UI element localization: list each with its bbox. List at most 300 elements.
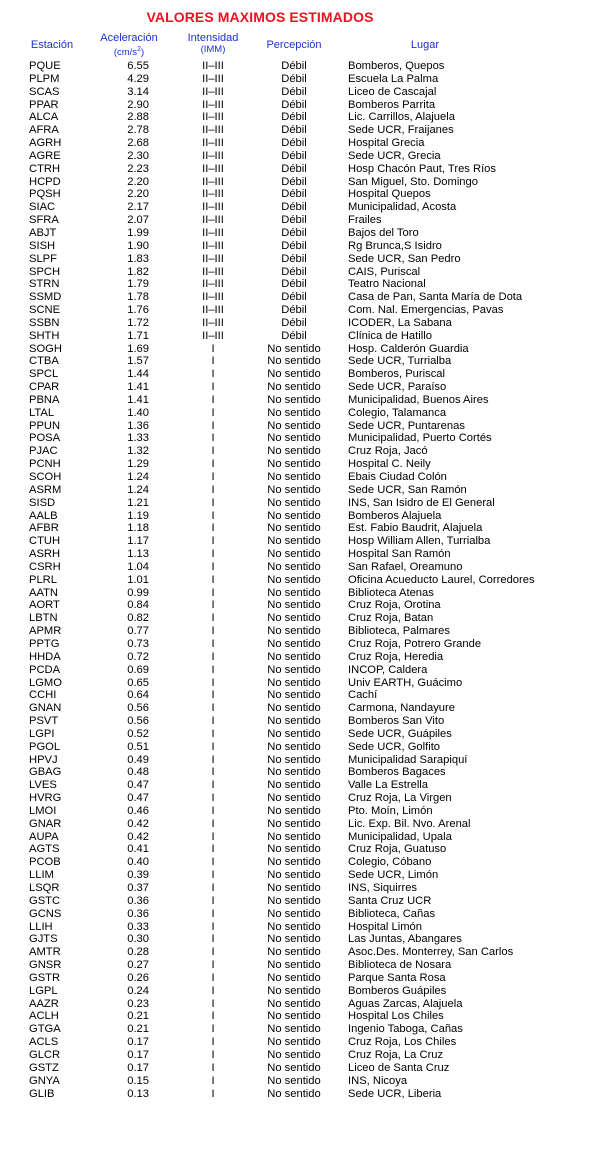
- perception-value: No sentido: [267, 535, 321, 548]
- acceleration-value: 0.46: [127, 804, 149, 817]
- table-row: [0, 368, 590, 381]
- acceleration-value: 0.41: [127, 843, 149, 856]
- acceleration-value: 1.72: [127, 316, 149, 329]
- location-value: Santa Cruz UCR: [348, 894, 432, 907]
- location-value: Bomberos Bagaces: [348, 766, 446, 779]
- location-value: Bajos del Toro: [348, 226, 419, 239]
- acceleration-value: 0.37: [127, 882, 149, 894]
- table-row: [0, 651, 590, 664]
- location-value: Cruz Roja, Orotina: [348, 599, 441, 612]
- intensity-value: I: [211, 1010, 215, 1023]
- acceleration-value: 0.17: [127, 1048, 149, 1061]
- table-row: [0, 587, 590, 600]
- perception-value: No sentido: [267, 894, 321, 907]
- perception-value: No sentido: [267, 445, 321, 458]
- acceleration-value: 1.57: [127, 355, 149, 368]
- table-row: [0, 278, 590, 291]
- intensity-value: I: [211, 625, 215, 638]
- location-value: Sede UCR, San Ramón: [348, 483, 467, 496]
- station-code: ACLH: [29, 1010, 59, 1023]
- intensity-value: I: [211, 779, 215, 792]
- location-value: Hosp Chacón Paut, Tres Ríos: [348, 162, 496, 175]
- table-row: [0, 741, 590, 754]
- station-code: LLIM: [29, 869, 54, 882]
- unit-exponent: 2: [137, 46, 141, 53]
- perception-value: No sentido: [267, 1048, 321, 1061]
- acceleration-value: 0.30: [127, 933, 149, 946]
- location-value: Lic. Carrillos, Alajuela: [348, 111, 455, 124]
- acceleration-value: 0.42: [127, 817, 149, 830]
- station-code: LVES: [29, 779, 57, 792]
- station-code: GTGA: [29, 1023, 61, 1036]
- table-row: [0, 227, 590, 240]
- intensity-value: II–III: [202, 316, 224, 329]
- acceleration-value: 2.78: [127, 124, 149, 137]
- acceleration-value: 0.47: [127, 792, 149, 805]
- station-code: SISH: [29, 239, 56, 252]
- perception-value: Débil: [281, 265, 307, 278]
- acceleration-value: 0.40: [127, 856, 149, 869]
- perception-value: Débil: [281, 175, 307, 188]
- location-value: INCOP, Caldera: [348, 663, 428, 676]
- station-code: PPUN: [29, 419, 61, 432]
- acceleration-value: 1.83: [127, 252, 149, 265]
- table-row: [0, 869, 590, 882]
- table-row: [0, 1088, 590, 1101]
- acceleration-value: 0.42: [127, 830, 149, 843]
- acceleration-value: 1.32: [127, 445, 149, 458]
- location-value: Ingenio Taboga, Cañas: [348, 1023, 463, 1036]
- station-code: AFRA: [29, 124, 59, 137]
- location-value: Colegio, Cóbano: [348, 856, 432, 869]
- acceleration-value: 1.79: [127, 278, 149, 291]
- station-code: PPAR: [29, 98, 59, 111]
- station-code: PQUE: [29, 60, 61, 72]
- location-value: Bomberos, Puriscal: [348, 368, 445, 381]
- acceleration-value: 0.15: [127, 1074, 149, 1087]
- acceleration-value: 1.36: [127, 419, 149, 432]
- table-row: [0, 176, 590, 189]
- perception-value: Débil: [281, 188, 307, 201]
- intensity-value: I: [211, 1061, 215, 1074]
- location-value: Cruz Roja, Guatuso: [348, 843, 447, 856]
- location-value: Frailes: [348, 214, 382, 227]
- acceleration-value: 0.72: [127, 650, 149, 663]
- intensity-value: I: [211, 1023, 215, 1036]
- perception-value: No sentido: [267, 612, 321, 625]
- perception-value: No sentido: [267, 637, 321, 650]
- acceleration-value: 0.26: [127, 971, 149, 984]
- location-value: Hospital Grecia: [348, 137, 425, 150]
- location-value: Cruz Roja, Jacó: [348, 445, 428, 458]
- intensity-value: II–III: [202, 175, 224, 188]
- station-code: SFRA: [29, 214, 59, 227]
- location-value: Sede UCR, Turrialba: [348, 355, 452, 368]
- acceleration-value: 1.99: [127, 226, 149, 239]
- location-value: Municipalidad, Buenos Aires: [348, 393, 489, 406]
- location-value: INS, Nicoya: [348, 1074, 408, 1087]
- acceleration-value: 0.24: [127, 984, 149, 997]
- station-code: PCDA: [29, 663, 61, 676]
- intensity-value: I: [211, 663, 215, 676]
- intensity-value: II–III: [202, 278, 224, 291]
- acceleration-value: 0.36: [127, 894, 149, 907]
- acceleration-value: 1.18: [127, 522, 149, 535]
- perception-value: No sentido: [267, 856, 321, 869]
- perception-value: No sentido: [267, 355, 321, 368]
- station-code: GNYA: [29, 1074, 60, 1087]
- table-row: [0, 664, 590, 677]
- header-aceleracion: Aceleración: [100, 32, 158, 44]
- perception-value: No sentido: [267, 663, 321, 676]
- station-code: LMOI: [29, 804, 57, 817]
- location-value: Com. Nal. Emergencias, Pavas: [348, 304, 504, 317]
- perception-value: No sentido: [267, 432, 321, 445]
- location-value: Bomberos San Vito: [348, 715, 445, 728]
- intensity-value: I: [211, 740, 215, 753]
- station-code: CTUH: [29, 535, 61, 548]
- perception-value: No sentido: [267, 971, 321, 984]
- table-row: [0, 535, 590, 548]
- location-value: Sede UCR, Paraíso: [348, 381, 447, 394]
- intensity-value: II–III: [202, 111, 224, 124]
- location-value: Hosp William Allen, Turrialba: [348, 535, 491, 548]
- intensity-value: II–III: [202, 329, 224, 342]
- acceleration-value: 0.99: [127, 586, 149, 599]
- acceleration-value: 1.29: [127, 458, 149, 471]
- table-row: [0, 291, 590, 304]
- table-row: [0, 754, 590, 767]
- location-value: Sede UCR, Guápiles: [348, 727, 452, 740]
- acceleration-value: 0.56: [127, 702, 149, 715]
- perception-value: No sentido: [267, 483, 321, 496]
- station-code: AAZR: [29, 997, 59, 1010]
- acceleration-value: 0.21: [127, 1023, 149, 1036]
- intensity-value: I: [211, 753, 215, 766]
- acceleration-value: 0.65: [127, 676, 149, 689]
- location-value: Clínica de Hatillo: [348, 329, 432, 342]
- intensity-value: II–III: [202, 60, 224, 72]
- perception-value: No sentido: [267, 458, 321, 471]
- acceleration-value: 2.68: [127, 137, 149, 150]
- intensity-value: I: [211, 971, 215, 984]
- location-value: Cruz Roja, La Cruz: [348, 1048, 444, 1061]
- acceleration-value: 0.82: [127, 612, 149, 625]
- intensity-value: I: [211, 727, 215, 740]
- intensity-value: I: [211, 522, 215, 535]
- location-value: Oficina Acueducto Laurel, Corredores: [348, 573, 535, 586]
- location-value: Casa de Pan, Santa María de Dota: [348, 291, 523, 304]
- perception-value: Débil: [281, 111, 307, 124]
- location-value: Escuela La Palma: [348, 72, 439, 85]
- location-value: Lic. Exp. Bil. Nvo. Arenal: [348, 817, 471, 830]
- header-lugar: Lugar: [410, 39, 440, 51]
- perception-value: No sentido: [267, 792, 321, 805]
- location-value: Sede UCR, Fraijanes: [348, 124, 454, 137]
- station-code: PSVT: [29, 715, 59, 728]
- intensity-value: I: [211, 676, 215, 689]
- acceleration-value: 1.69: [127, 342, 149, 355]
- location-value: Liceo de Cascajal: [348, 85, 437, 98]
- acceleration-value: 0.48: [127, 766, 149, 779]
- acceleration-value: 0.64: [127, 689, 149, 702]
- station-code: LSQR: [29, 882, 60, 894]
- location-value: Cruz Roja, Batan: [348, 612, 434, 625]
- table-row: [0, 985, 590, 998]
- intensity-value: II–III: [202, 304, 224, 317]
- unit-close: ): [140, 47, 145, 59]
- intensity-value: I: [211, 548, 215, 561]
- location-value: Municipalidad, Upala: [348, 830, 452, 843]
- location-value: CAIS, Puriscal: [348, 265, 421, 278]
- station-code: AALB: [29, 509, 58, 522]
- acceleration-value: 0.77: [127, 625, 149, 638]
- table-row: [0, 805, 590, 818]
- perception-value: No sentido: [267, 599, 321, 612]
- table-row: [0, 574, 590, 587]
- intensity-value: I: [211, 1048, 215, 1061]
- perception-value: Débil: [281, 137, 307, 150]
- perception-value: No sentido: [267, 1010, 321, 1023]
- intensity-value: I: [211, 689, 215, 702]
- intensity-value: I: [211, 997, 215, 1010]
- table-row: [0, 330, 590, 343]
- station-code: LGPI: [29, 727, 55, 740]
- station-code: ASRH: [29, 548, 61, 561]
- perception-value: Débil: [281, 316, 307, 329]
- intensity-value: II–III: [202, 226, 224, 239]
- perception-value: No sentido: [267, 1036, 321, 1049]
- station-code: PCNH: [29, 458, 61, 471]
- intensity-value: I: [211, 1074, 215, 1087]
- table-row: [0, 959, 590, 972]
- acceleration-value: 0.52: [127, 727, 149, 740]
- station-code: HVRG: [29, 792, 62, 805]
- table-row: [0, 908, 590, 921]
- perception-value: No sentido: [267, 779, 321, 792]
- station-code: HPVJ: [29, 753, 58, 766]
- intensity-value: I: [211, 1087, 215, 1100]
- perception-value: No sentido: [267, 1074, 321, 1087]
- perception-value: No sentido: [267, 560, 321, 573]
- acceleration-value: 2.17: [127, 201, 149, 214]
- station-code: ASRM: [29, 483, 62, 496]
- table-row: [0, 522, 590, 535]
- location-value: Valle La Estrella: [348, 779, 429, 792]
- intensity-value: I: [211, 342, 215, 355]
- perception-value: Débil: [281, 60, 307, 72]
- intensity-value: II–III: [202, 124, 224, 137]
- station-code: SSMD: [29, 291, 62, 304]
- perception-value: No sentido: [267, 920, 321, 933]
- intensity-value: I: [211, 830, 215, 843]
- table-row: [0, 818, 590, 831]
- table-row: [0, 86, 590, 99]
- perception-value: No sentido: [267, 509, 321, 522]
- table-row: [0, 882, 590, 895]
- intensity-value: I: [211, 715, 215, 728]
- intensity-value: I: [211, 843, 215, 856]
- acceleration-value: 3.14: [127, 85, 149, 98]
- station-code: ACLS: [29, 1036, 59, 1049]
- location-value: Univ EARTH, Guácimo: [348, 676, 463, 689]
- location-value: Sede UCR, San Pedro: [348, 252, 461, 265]
- table-row: [0, 420, 590, 433]
- table-row: [0, 843, 590, 856]
- location-value: Biblioteca Atenas: [348, 586, 434, 599]
- table-row: [0, 111, 590, 124]
- station-code: AUPA: [29, 830, 59, 843]
- acceleration-value: 1.71: [127, 329, 149, 342]
- perception-value: No sentido: [267, 573, 321, 586]
- station-code: GNSR: [29, 959, 62, 972]
- station-code: CTBA: [29, 355, 59, 368]
- header-estacion: Estación: [30, 39, 74, 51]
- station-code: GSTZ: [29, 1061, 59, 1074]
- station-code: AGRE: [29, 149, 61, 162]
- table-row: [0, 1075, 590, 1088]
- table-row: [0, 432, 590, 445]
- acceleration-value: 1.24: [127, 471, 149, 483]
- perception-value: No sentido: [267, 740, 321, 753]
- perception-value: No sentido: [267, 715, 321, 728]
- perception-value: No sentido: [267, 882, 321, 894]
- station-code: ALCA: [29, 111, 59, 124]
- location-value: Sede UCR, Grecia: [348, 149, 441, 162]
- station-code: LGMO: [29, 676, 62, 689]
- intensity-value: II–III: [202, 72, 224, 85]
- acceleration-value: 1.78: [127, 291, 149, 304]
- perception-value: No sentido: [267, 406, 321, 419]
- acceleration-value: 0.49: [127, 753, 149, 766]
- location-value: Sede UCR, Limón: [348, 869, 439, 882]
- station-code: SOGH: [29, 342, 62, 355]
- station-code: ABJT: [29, 226, 57, 239]
- table-row: [0, 831, 590, 844]
- perception-value: Débil: [281, 85, 307, 98]
- table-row: [0, 599, 590, 612]
- perception-value: Débil: [281, 162, 307, 175]
- intensity-value: II–III: [202, 291, 224, 304]
- location-value: Bomberos Alajuela: [348, 509, 442, 522]
- station-code: SCOH: [29, 471, 62, 483]
- intensity-value: I: [211, 599, 215, 612]
- location-value: Colegio, Talamanca: [348, 406, 447, 419]
- table-row: [0, 972, 590, 985]
- table-row: [0, 497, 590, 510]
- table-row: [0, 445, 590, 458]
- acceleration-value: 0.73: [127, 637, 149, 650]
- perception-value: Débil: [281, 214, 307, 227]
- table-row: [0, 1023, 590, 1036]
- intensity-value: II–III: [202, 137, 224, 150]
- intensity-value: II–III: [202, 265, 224, 278]
- location-value: Las Juntas, Abangares: [348, 933, 462, 946]
- station-code: CTRH: [29, 162, 61, 175]
- intensity-value: I: [211, 933, 215, 946]
- table-row: [0, 1049, 590, 1062]
- acceleration-value: 0.17: [127, 1061, 149, 1074]
- intensity-value: I: [211, 419, 215, 432]
- table-row: [0, 458, 590, 471]
- intensity-value: I: [211, 637, 215, 650]
- intensity-value: I: [211, 471, 215, 483]
- acceleration-value: 1.41: [127, 393, 149, 406]
- table-row: [0, 343, 590, 356]
- station-code: GNAN: [29, 702, 62, 715]
- table-row: [0, 150, 590, 163]
- table-row: [0, 201, 590, 214]
- perception-value: No sentido: [267, 419, 321, 432]
- location-value: INS, Siquirres: [348, 882, 418, 894]
- acceleration-value: 1.41: [127, 381, 149, 394]
- perception-value: No sentido: [267, 946, 321, 959]
- acceleration-value: 2.20: [127, 188, 149, 201]
- location-value: San Miguel, Sto. Domingo: [348, 175, 478, 188]
- acceleration-value: 0.84: [127, 599, 149, 612]
- intensity-value: I: [211, 381, 215, 394]
- location-value: Cachí: [348, 689, 378, 702]
- table-row: [0, 921, 590, 934]
- perception-value: No sentido: [267, 368, 321, 381]
- station-code: LLIH: [29, 920, 53, 933]
- perception-value: No sentido: [267, 933, 321, 946]
- intensity-value: I: [211, 496, 215, 509]
- table-row: [0, 612, 590, 625]
- perception-value: Débil: [281, 98, 307, 111]
- perception-value: No sentido: [267, 843, 321, 856]
- perception-value: No sentido: [267, 984, 321, 997]
- perception-value: No sentido: [267, 1023, 321, 1036]
- intensity-value: I: [211, 650, 215, 663]
- acceleration-value: 1.01: [127, 573, 149, 586]
- location-value: Est. Fabio Baudrit, Alajuela: [348, 522, 483, 535]
- acceleration-value: 2.30: [127, 149, 149, 162]
- location-value: Biblioteca, Palmares: [348, 625, 450, 638]
- perception-value: No sentido: [267, 702, 321, 715]
- intensity-value: II–III: [202, 85, 224, 98]
- station-code: SCNE: [29, 304, 61, 317]
- acceleration-value: 0.21: [127, 1010, 149, 1023]
- perception-value: No sentido: [267, 907, 321, 920]
- acceleration-value: 1.76: [127, 304, 149, 317]
- location-value: Hosp. Calderón Guardia: [348, 342, 469, 355]
- location-value: Cruz Roja, Los Chiles: [348, 1036, 457, 1049]
- location-value: ICODER, La Sabana: [348, 316, 452, 329]
- station-code: PBNA: [29, 393, 60, 406]
- intensity-value: II–III: [202, 252, 224, 265]
- station-code: GLIB: [29, 1087, 55, 1100]
- station-code: STRN: [29, 278, 60, 291]
- location-value: Biblioteca de Nosara: [348, 959, 452, 972]
- location-value: Parque Santa Rosa: [348, 971, 446, 984]
- table-row: [0, 779, 590, 792]
- intensity-value: I: [211, 766, 215, 779]
- acceleration-value: 0.17: [127, 1036, 149, 1049]
- acceleration-value: 0.13: [127, 1087, 149, 1100]
- table-row: [0, 625, 590, 638]
- perception-value: No sentido: [267, 689, 321, 702]
- location-value: Biblioteca, Cañas: [348, 907, 436, 920]
- perception-value: No sentido: [267, 548, 321, 561]
- intensity-value: I: [211, 509, 215, 522]
- station-code: SCAS: [29, 85, 60, 98]
- table-row: [0, 188, 590, 201]
- station-code: GSTC: [29, 894, 61, 907]
- table-row: [0, 266, 590, 279]
- intensity-value: II–III: [202, 162, 224, 175]
- perception-value: No sentido: [267, 496, 321, 509]
